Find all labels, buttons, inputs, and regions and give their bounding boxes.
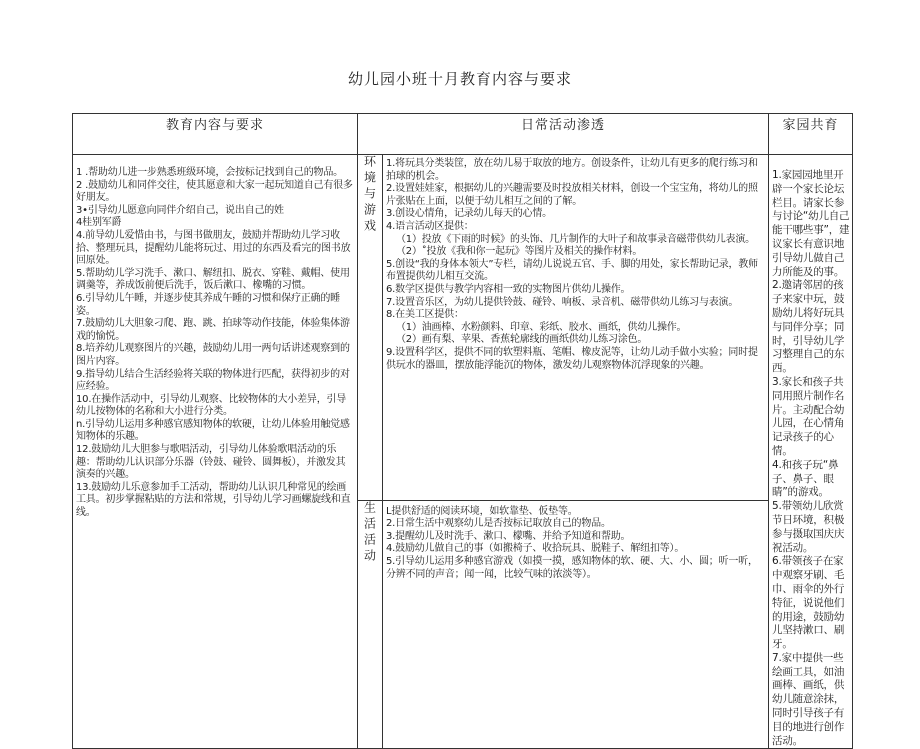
home-item: 2.邀请邻居的孩子来家中玩，鼓励幼儿将好玩具与同伴分享；同时，引导幼儿学习整理自己的东西。 xyxy=(772,279,845,375)
environment-item: （1）投放《下雨的时候》的头饰、几片制作的大叶子和故事录音磁带供幼儿表演。 xyxy=(396,233,755,245)
environment-item: 4.语言活动区提供： xyxy=(386,220,474,232)
education-item: 2 .鼓励幼儿和同伴交往，使其愿意和大家一起玩知道自己有很多好朋友。 xyxy=(76,179,353,204)
environment-item: （2）画有梨、苹果、香蕉轮廓线的画纸供幼儿练习涂色。 xyxy=(396,334,648,346)
environment-item: 9.设置科学区，提供不同的软塑料瓶、笔帽、橡皮泥等，让幼儿动手做小实验；同时提供玩水的器皿，摆放能浮能沉的物体，激发幼儿观察物体沉浮现象的兴趣。 xyxy=(386,346,758,371)
education-item: 10.在操作活动中，引导幼儿观察、比较物体的大小差异，引导幼儿按物体的名称和大小进行分类。 xyxy=(76,393,347,418)
education-item: 1 .帮助幼儿进一步熟悉班级环境，会按标记找到自己的物品。 xyxy=(76,167,343,178)
education-item: 12.鼓励幼儿大胆参与歌唱活动，引导幼儿体验歌唱活动的乐趣：帮助幼儿认识部分乐器（铃鼓、碰铃、圆舞板），并激发其演奏的兴趣。 xyxy=(76,444,346,481)
education-item: 6.引导幼儿午睡，并逐步使其养成午睡的习惯和保疗正确的睡姿。 xyxy=(76,292,340,317)
header-education: 教育内容与要求 xyxy=(73,114,358,155)
header-daily: 日常活动渗透 xyxy=(358,114,769,155)
home-item: 5.带领幼儿欣赏节日环境，积极参与摄取国庆庆祝活动。 xyxy=(772,500,845,554)
content-row-environment xyxy=(73,155,853,501)
environment-label: 环境与游戏 xyxy=(362,155,377,235)
environment-item: 6.数学区提供与教学内容相一致的实物图片供幼儿操作。 xyxy=(386,283,631,295)
education-cell xyxy=(73,155,358,749)
education-item: 9.指导幼儿结合生活经验将关联的物体进行匹配，获得初步的对应经验。 xyxy=(76,368,350,393)
header-row xyxy=(73,114,853,155)
environment-item: （1）油画棒、水粉颜料、印章、彩纸、胶水、画纸，供幼儿操作。 xyxy=(396,321,687,333)
curriculum-table xyxy=(72,113,853,749)
education-item: 3•引导幼儿愿意向同伴介绍自己，说出自己的姓 xyxy=(76,204,284,216)
environment-item: 5.创设“我的身体本领大”专栏，请幼儿说说五官、手、脚的用处，家长帮助记录，教师布置提供幼儿相互交流。 xyxy=(386,258,758,283)
header-home: 家园共育 xyxy=(769,114,853,155)
education-item: 13.鼓励幼儿乐意参加手工活动，帮助幼儿认识几种常见的绘画工具。初步掌握粘贴的方法和常规，引导幼儿学习画螺旋线和直线。 xyxy=(76,481,351,519)
environment-item: 3.创设心情角，记录幼儿每天的心情。 xyxy=(386,208,552,220)
education-item: 4.前导幼儿爱惜由书，与图书做朋友，鼓励并帮助幼儿学习收拾、整理玩具，提醒幼儿能将玩过、用过的东西及看完的图书放回原处。 xyxy=(76,229,351,267)
education-item: 7.鼓励幼儿大胆象刁爬、跑、跳、拍球等动作技能，体验集体游戏的愉悦。 xyxy=(76,318,350,342)
environment-item: 7.设置音乐区，为幼儿提供铃鼓、碰铃、响板、录音机、磁带供幼儿练习与表演。 xyxy=(386,296,739,308)
home-item: 4.和孩子玩“鼻子、鼻子、眼睛”的游戏。 xyxy=(772,458,839,499)
life-item: 3.提醒幼儿及时洗手、漱口、檬嘴、并给予知道和帮助。 xyxy=(386,530,631,542)
page-title: 幼儿园小班十月教育内容与要求 xyxy=(347,70,572,88)
home-item: 3.家长和孩子共同用照片制作名片。主动配合幼儿园，在心情角记录孩子的心情。 xyxy=(772,375,845,457)
life-list xyxy=(383,501,768,582)
environment-cell xyxy=(383,155,769,501)
home-cell xyxy=(769,155,853,749)
life-item: 5.引导幼儿运用多种感官游戏（如摸一摸，感知物体的软、硬、大、小、圆；听一听，分辨不同的声音；闻一闻，比较气味的浓淡等）。 xyxy=(386,555,758,580)
education-item: 4桂别军爵 xyxy=(76,217,122,229)
life-item: 4.鼓励幼儿做自己的事（如搬椅子、收拾玩具、脱鞋子、解纽扣等）。 xyxy=(386,543,685,555)
life-item: L提供舒适的阅读环境，如软靠垫、仮垫等。 xyxy=(386,505,578,517)
life-cell xyxy=(383,500,769,749)
environment-label-cell xyxy=(358,155,383,501)
life-label-cell xyxy=(358,500,383,749)
education-list xyxy=(73,155,357,520)
environment-item: （2）˚投放《我和你一起玩》等图片及相关的操作材料。 xyxy=(396,246,643,258)
environment-list xyxy=(383,155,768,372)
home-item: 1.家园园地里开辟一个家长论坛栏目。请家长参与讨论“幼儿自己能干哪些事”，建议家长有意识地引导幼儿做自己力所能及的事。 xyxy=(772,169,850,278)
environment-item: 8.在美工区提供： xyxy=(386,309,464,321)
life-item: 2.日常生活中观察幼儿是否按标记取放自己的物品。 xyxy=(386,518,611,530)
home-item: 7.家中提供一些绘画工具，如油画棒、画纸，供幼儿随意涂抹，同时引导孩子有目的地进行创作活动。 xyxy=(772,651,845,747)
education-item: 8.培养幼儿观察图片的兴趣，鼓励幼儿用一两句话讲述观察到的图片内容。 xyxy=(76,343,350,367)
home-list xyxy=(769,155,852,748)
education-item: 5.帮助幼儿学习洗手、漱口、解纽扣、脱衣、穿鞋、戴帽、使用调羹等，养成饭前便后洗手，饭后漱口、橡嘴的习惯。 xyxy=(76,267,350,292)
environment-item: 2.设置娃娃家，根据幼儿的兴趣需要及时投放相关材料，创设一个宝宝角，将幼儿的照片张贴在上面，以便于幼儿相互之间的了解。 xyxy=(386,183,758,207)
environment-item: 1.将玩具分类装筐，放在幼儿易于取放的地方。创设条件，让幼儿有更多的爬行练习和拍球的机会。 xyxy=(386,158,758,182)
education-item: n.引导幼儿运用多种感官感知物体的软硬，让幼儿体验用触觉感知物体的乐趣。 xyxy=(76,418,350,443)
home-item: 6.带领孩子在家中观察牙刷、毛巾、雨伞的外行特征，说说他们的用途，鼓励幼儿坚持漱口、刷牙。 xyxy=(772,555,845,651)
life-label: 生活活动 xyxy=(362,500,377,565)
